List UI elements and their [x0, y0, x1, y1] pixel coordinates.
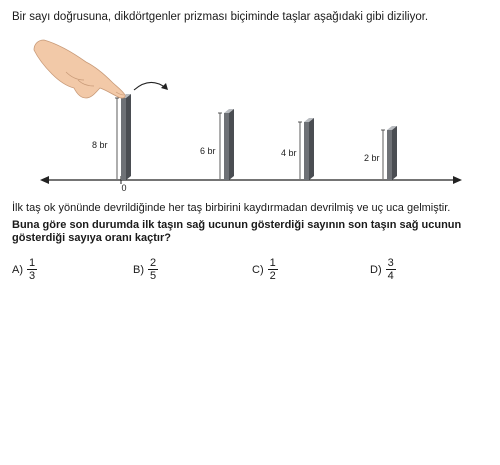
stone-2-front — [224, 113, 229, 180]
stone-1-side — [126, 94, 131, 180]
option-b[interactable] — [133, 257, 158, 282]
description-text: İlk taş ok yönünde devrildiğinde her taş birbirini kaydırmadan devrilmiş ve uç uca gelmiştir. — [12, 202, 451, 214]
stone-3 — [304, 118, 314, 180]
stone-2 — [224, 109, 234, 180]
option-b-numerator: 2 — [150, 257, 157, 269]
intro-text: Bir sayı doğrusuna, dikdörtgenler prizması biçiminde taşlar aşağıdaki gibi diziliyor. — [12, 11, 429, 23]
measure-lines — [115, 98, 385, 179]
option-a-denominator: 3 — [29, 270, 36, 282]
option-c-fraction — [268, 257, 278, 282]
stone-3-side — [309, 118, 314, 180]
option-b-fraction — [148, 257, 158, 282]
option-d[interactable] — [370, 257, 396, 282]
option-a-fraction — [27, 257, 37, 282]
option-b-denominator: 5 — [150, 270, 157, 282]
option-d-letter: D) — [370, 263, 382, 276]
stone-2-side — [229, 109, 234, 180]
number-line-arrows-icon — [40, 176, 49, 184]
stone-1-label: 8 br — [92, 140, 108, 150]
option-c-letter: C) — [252, 263, 264, 276]
stone-4-label: 2 br — [364, 153, 380, 163]
stone-4 — [387, 126, 397, 180]
stone-4-front — [387, 130, 392, 180]
option-c[interactable] — [252, 257, 278, 282]
hand-pointer-icon — [34, 40, 125, 98]
option-d-numerator: 3 — [387, 257, 394, 269]
zero-label: 0 — [121, 183, 127, 193]
stone-4-side — [392, 126, 397, 180]
option-a[interactable] — [12, 257, 37, 282]
option-b-letter: B) — [133, 263, 144, 276]
figure-svg — [0, 28, 500, 198]
curved-arrow-icon — [134, 82, 168, 90]
number-line — [40, 176, 462, 193]
option-c-denominator: 2 — [269, 270, 276, 282]
question-text: Buna göre son durumda ilk taşın sağ ucunun gösterdiği sayının son taşın sağ ucunun gösterdiği sayıya oranı kaçtır? — [12, 219, 462, 244]
number-line-figure — [0, 28, 500, 198]
option-a-letter: A) — [12, 263, 23, 276]
stone-1-front — [121, 98, 126, 180]
stone-3-label: 4 br — [281, 148, 297, 158]
number-line-right-arrow-icon — [453, 176, 462, 184]
stone-3-front — [304, 122, 309, 180]
stone-1 — [121, 94, 131, 180]
option-d-denominator: 4 — [387, 270, 394, 282]
option-c-numerator: 1 — [269, 257, 276, 269]
stone-2-label: 6 br — [200, 146, 216, 156]
option-a-numerator: 1 — [29, 257, 36, 269]
option-d-fraction — [386, 257, 396, 282]
